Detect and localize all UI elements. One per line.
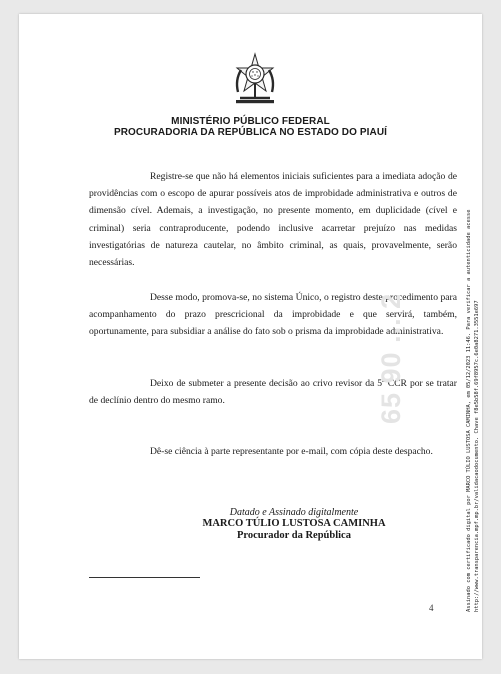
paragraph-registro: Registre-se que não há elementos iniciais suficientes para a imediata adoção de providências com o escopo de apurar possíveis atos de improbidade administrativa e outros de dimensão cível. Ademais, a investigação, no presente momento, em duplicidade (cível e criminal) seria contraproducente, podendo inclusive acarretar prejuízo nas medidas investigatórias de natureza cautelar, no âmbito criminal, as quais, provavelmente, serão necessárias.: [89, 171, 457, 269]
paragraph-decisao: Deixo de submeter a presente decisão ao crivo revisor da 5ª CCR por se tratar de declínio dentro do mesmo ramo.: [89, 378, 457, 407]
certificate-line: Assinado com certificado digital por MARCO TÚLIO LUSTOSA CAMINHA, em 05/12/2023 11:46. Para verificar a autenticidade acesse: [466, 209, 472, 612]
signature-note: Datado e Assinado digitalmente: [229, 507, 359, 518]
footnote-divider: [89, 577, 200, 578]
brasao-republica-emblem: [232, 52, 278, 108]
signer-name: MARCO TÚLIO LUSTOSA CAMINHA: [202, 518, 386, 529]
digital-signature-certificate: [466, 210, 481, 612]
organization-subunit: PROCURADORIA DA REPÚBLICA NO ESTADO DO PIAUÍ: [113, 127, 388, 138]
paragraph-ciencia: Dê-se ciência à parte representante por e-mail, com cópia deste despacho.: [150, 446, 433, 457]
verification-url-line: http://www.transparencia.mpf.mp.br/validacaodocumento. Chave f8e5b58f.69f8957c.6e0a8271.3551e697: [473, 300, 480, 612]
signer-role: Procurador da República: [237, 530, 351, 541]
paragraph-promova: Desse modo, promova-se, no sistema Único, o registro deste procedimento para acompanhamento do prazo prescricional da improbidade e que servirá, também, oportunamente, para subsidiar a análise do fato sob o prisma da improbidade administrativa.: [89, 292, 457, 338]
page-number: 4: [429, 603, 434, 613]
document-page: [19, 14, 482, 659]
document-watermark: 65 90 ... 2: [376, 292, 406, 424]
organization-name: MINISTÉRIO PÚBLICO FEDERAL: [171, 116, 330, 127]
